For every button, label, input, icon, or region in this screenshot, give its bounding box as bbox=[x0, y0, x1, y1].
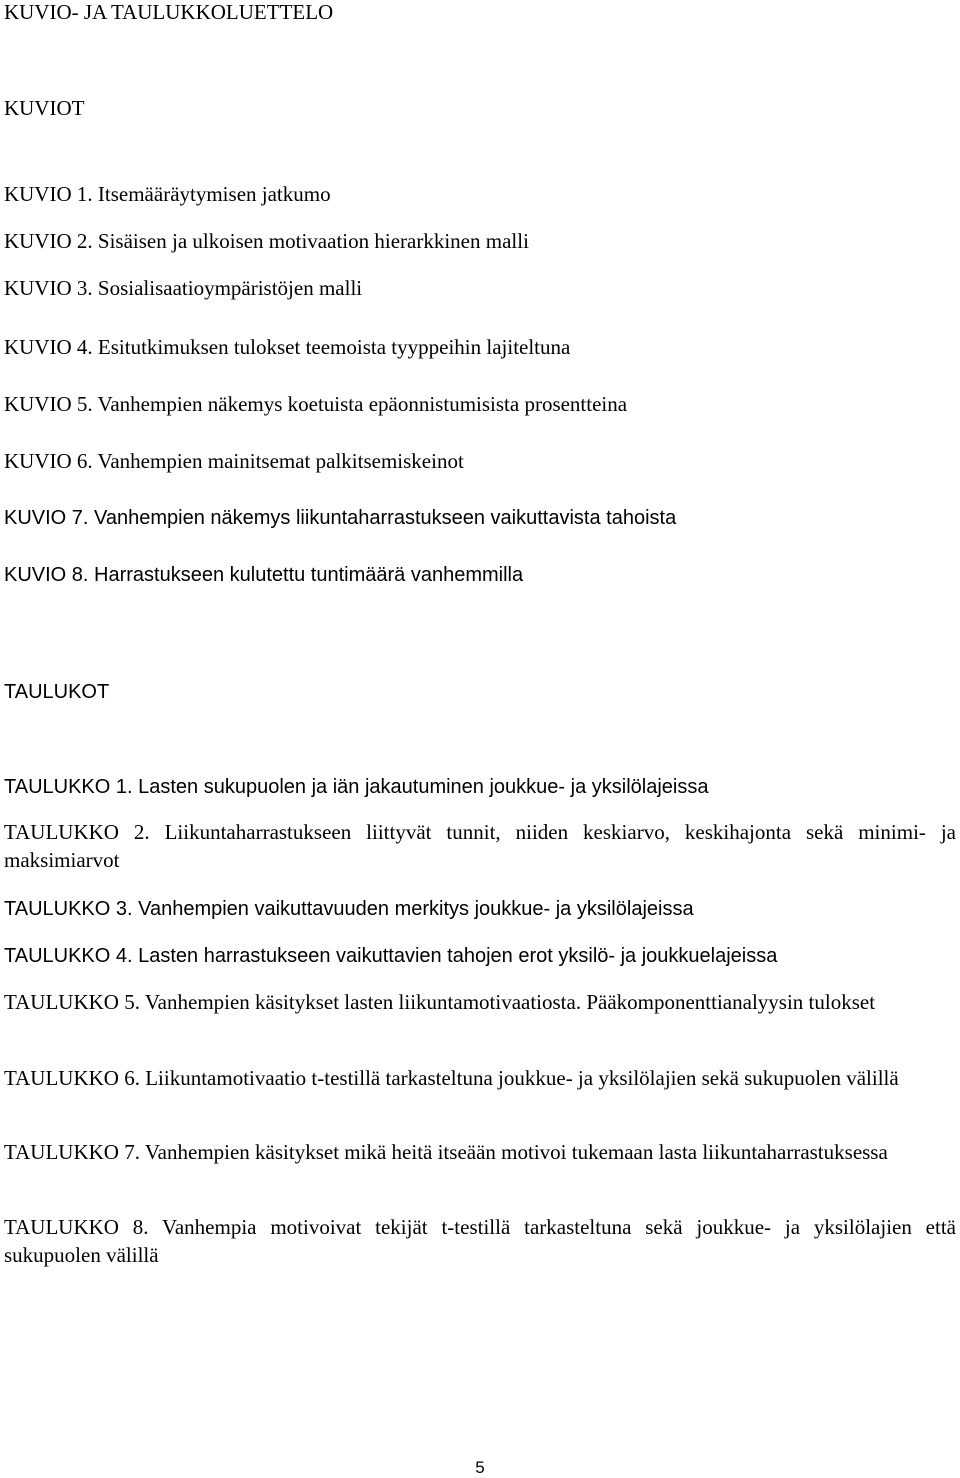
figure-entry-3: KUVIO 3. Sosialisaatioympäristöjen malli bbox=[4, 276, 363, 300]
figure-entry-6: KUVIO 6. Vanhempien mainitsemat palkitsemiskeinot bbox=[4, 449, 464, 473]
figure-entry-8: KUVIO 8. Harrastukseen kulutettu tuntimäärä vanhemmilla bbox=[4, 564, 524, 586]
figure-entry-1: KUVIO 1. Itsemääräytymisen jatkumo bbox=[4, 182, 331, 206]
table-entry-4: TAULUKKO 4. Lasten harrastukseen vaikuttavien tahojen erot yksilö- ja joukkuelajeissa bbox=[4, 945, 778, 967]
table-entry-7: TAULUKKO 7. Vanhempien käsitykset mikä heitä itseään motivoi tukemaan lasta liikuntaharrastuksessa bbox=[4, 1140, 888, 1164]
table-entry-2: TAULUKKO 2. Liikuntaharrastukseen liittyvät tunnit, niiden keskiarvo, keskihajonta sekä minimi- ja maksimiarvot bbox=[4, 820, 956, 872]
table-entry-1: TAULUKKO 1. Lasten sukupuolen ja iän jakautuminen joukkue- ja yksilölajeissa bbox=[4, 776, 709, 798]
table-entry-3: TAULUKKO 3. Vanhempien vaikuttavuuden merkitys joukkue- ja yksilölajeissa bbox=[4, 898, 694, 920]
figure-entry-4: KUVIO 4. Esitutkimuksen tulokset teemoista tyyppeihin lajiteltuna bbox=[4, 335, 571, 359]
figure-entry-5: KUVIO 5. Vanhempien näkemys koetuista epäonnistumisista prosentteina bbox=[4, 392, 628, 416]
table-entry-5: TAULUKKO 5. Vanhempien käsitykset lasten liikuntamotivaatiosta. Pääkomponenttianalyysin tulokset bbox=[4, 990, 876, 1014]
tables-section-title: TAULUKOT bbox=[4, 681, 110, 703]
figure-entry-7: KUVIO 7. Vanhempien näkemys liikuntaharrastukseen vaikuttavista tahoista bbox=[4, 507, 677, 529]
figures-section-title: KUVIOT bbox=[4, 96, 85, 120]
table-entry-6: TAULUKKO 6. Liikuntamotivaatio t-testillä tarkasteltuna joukkue- ja yksilölajien sekä sukupuolen välillä bbox=[4, 1066, 899, 1090]
figure-entry-2: KUVIO 2. Sisäisen ja ulkoisen motivaation hierarkkinen malli bbox=[4, 229, 529, 253]
page-heading: KUVIO- JA TAULUKKOLUETTELO bbox=[4, 0, 334, 24]
table-entry-8: TAULUKKO 8. Vanhempia motivoivat tekijät t-testillä tarkasteltuna sekä joukkue- ja yksilölajien että sukupuolen välillä bbox=[4, 1215, 956, 1267]
page-number: 5 bbox=[475, 1458, 485, 1477]
